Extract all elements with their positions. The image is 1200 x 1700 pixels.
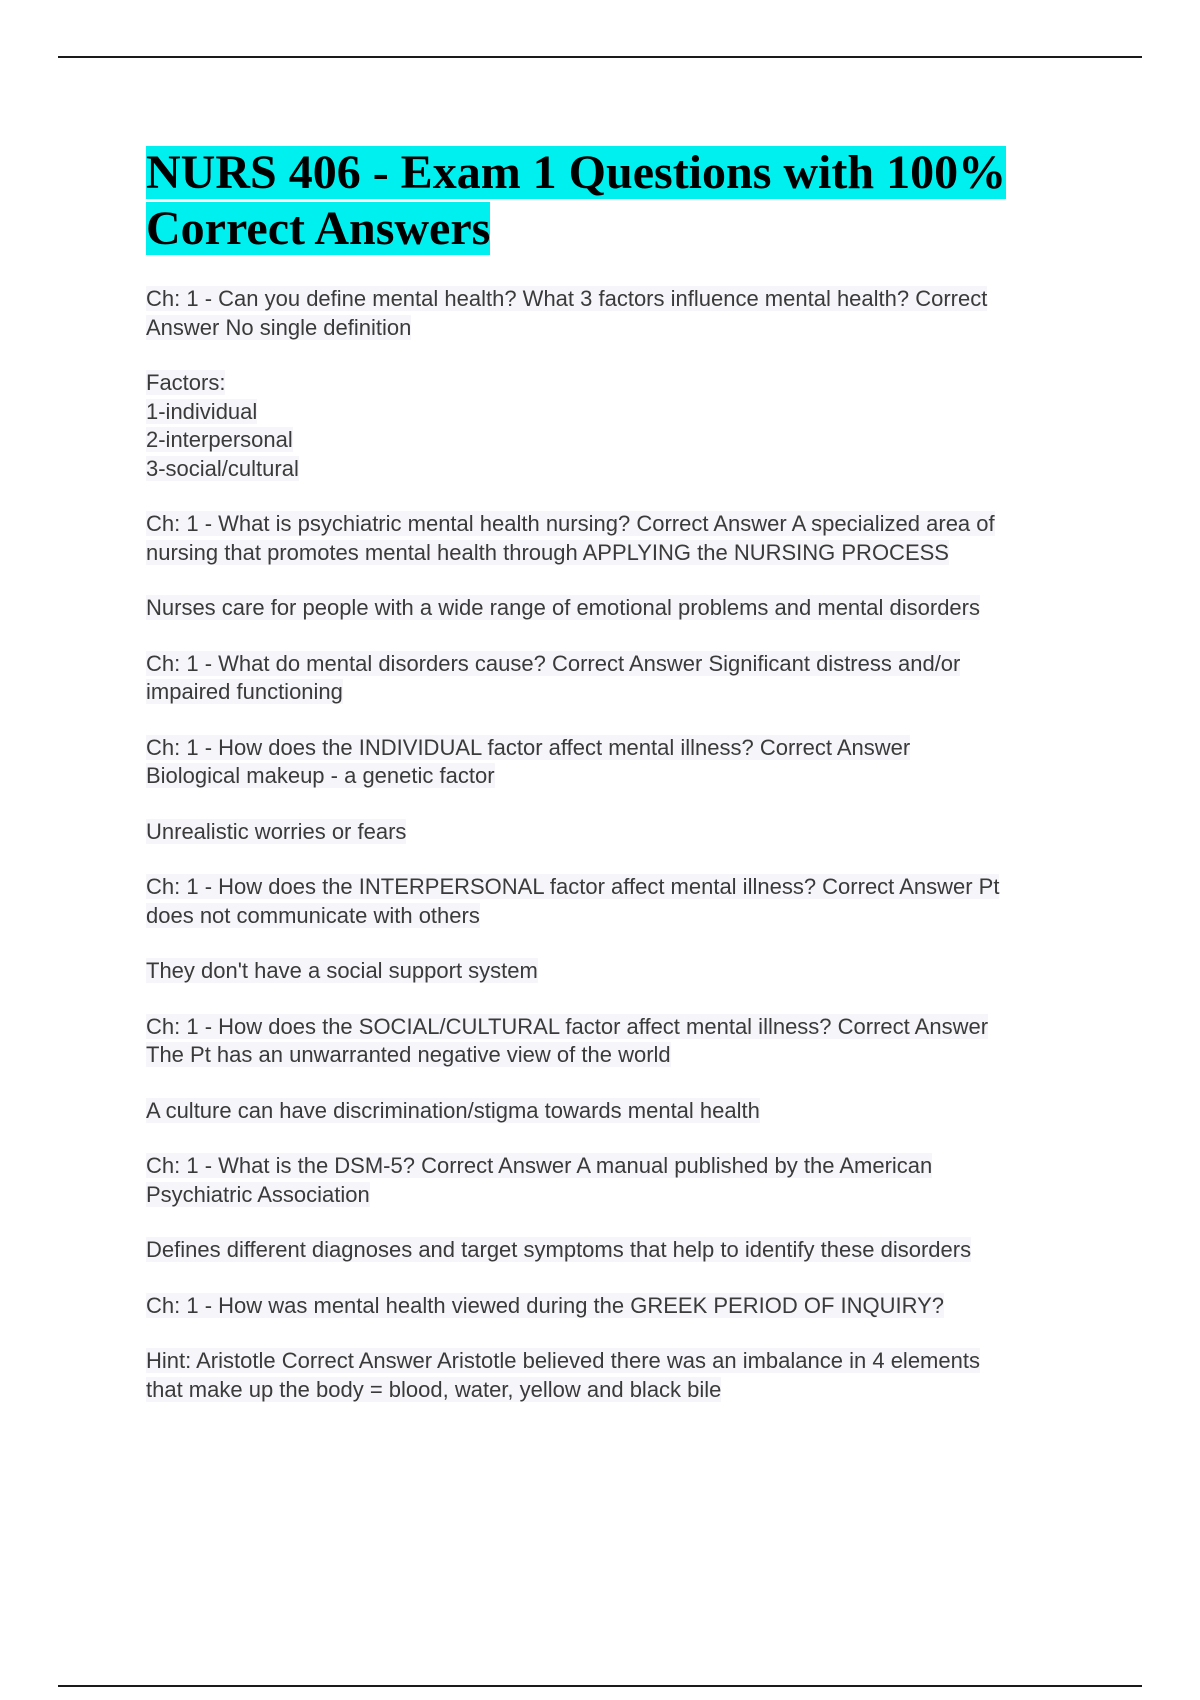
qa-paragraph [146,510,1096,567]
line-text: Hint: Aristotle Correct Answer Aristotle believed there was an imbalance in 4 elements [146,1348,980,1373]
paragraph-line [146,1376,1096,1405]
line-text: Ch: 1 - What do mental disorders cause? Correct Answer Significant distress and/or [146,650,961,676]
line-text: Ch: 1 - What is psychiatric mental health nursing? Correct Answer A specialized area of [146,511,995,536]
paragraph-line [146,1041,1096,1070]
paragraph-line [146,873,1096,902]
qa-paragraph [146,1152,1096,1209]
paragraph-line [146,398,1096,427]
paragraph-line [146,455,1096,484]
qa-paragraph [146,1347,1096,1404]
paragraph-line [146,1013,1096,1042]
line-text: impaired functioning [146,679,343,704]
qa-paragraph [146,734,1096,791]
paragraph-line [146,594,1096,623]
paragraph-line [146,818,1096,847]
line-text: nursing that promotes mental health through APPLYING the NURSING PROCESS [146,539,949,565]
line-text: Ch: 1 - How does the INTERPERSONAL factor affect mental illness? Correct Answer Pt [146,874,1000,899]
line-text: Unrealistic worries or fears [146,818,407,844]
paragraph-line [146,510,1096,539]
top-rule [58,56,1142,58]
line-text: Biological makeup - a genetic factor [146,763,495,788]
paragraph-line [146,650,1096,679]
line-text: The Pt has an unwarranted negative view of the world [146,1042,671,1067]
line-text: A culture can have discrimination/stigma towards mental health [146,1097,760,1123]
paragraph-line [146,762,1096,791]
line-text: Defines different diagnoses and target symptoms that help to identify these disorders [146,1237,972,1262]
document-body [146,145,1096,1431]
qa-paragraph [146,1097,1096,1126]
line-text: Factors: [146,370,226,395]
qa-paragraph [146,1292,1096,1321]
qa-paragraph [146,818,1096,847]
paragraph-line [146,314,1096,343]
paragraph-line [146,678,1096,707]
qa-paragraph [146,1013,1096,1070]
qa-paragraph [146,1236,1096,1265]
line-text: Ch: 1 - Can you define mental health? What 3 factors influence mental health? Correct [146,286,988,311]
paragraph-line [146,734,1096,763]
line-text: 1-individual [146,398,258,424]
paragraph-line [146,426,1096,455]
paragraph-line [146,957,1096,986]
line-text: Nurses care for people with a wide range of emotional problems and mental disorders [146,595,980,620]
qa-paragraph [146,594,1096,623]
title-line: NURS 406 - Exam 1 Questions with 100% [146,146,1007,199]
qa-paragraph [146,957,1096,986]
paragraph-line [146,1292,1096,1321]
document-title [146,145,1096,257]
line-text: 2-interpersonal [146,427,293,452]
paragraph-line [146,285,1096,314]
line-text: that make up the body = blood, water, yellow and black bile [146,1376,722,1402]
paragraph-line [146,1236,1096,1265]
line-text: They don't have a social support system [146,958,538,983]
qa-list [146,285,1096,1404]
line-text: does not communicate with others [146,902,480,928]
line-text: Psychiatric Association [146,1181,370,1207]
paragraph-line [146,902,1096,931]
qa-paragraph [146,285,1096,342]
qa-paragraph [146,369,1096,483]
line-text: Ch: 1 - How does the SOCIAL/CULTURAL factor affect mental illness? Correct Answer [146,1013,989,1039]
line-text: Ch: 1 - What is the DSM-5? Correct Answer A manual published by the American [146,1153,933,1178]
qa-paragraph [146,650,1096,707]
title-line: Correct Answers [146,202,491,255]
paragraph-line [146,1347,1096,1376]
bottom-rule [58,1685,1142,1687]
qa-paragraph [146,873,1096,930]
paragraph-line [146,369,1096,398]
paragraph-line [146,1152,1096,1181]
paragraph-line [146,1181,1096,1210]
line-text: Ch: 1 - How does the INDIVIDUAL factor affect mental illness? Correct Answer [146,734,911,760]
paragraph-line [146,1097,1096,1126]
line-text: Ch: 1 - How was mental health viewed during the GREEK PERIOD OF INQUIRY? [146,1292,945,1318]
line-text: Answer No single definition [146,314,412,340]
line-text: 3-social/cultural [146,455,299,481]
paragraph-line [146,539,1096,568]
